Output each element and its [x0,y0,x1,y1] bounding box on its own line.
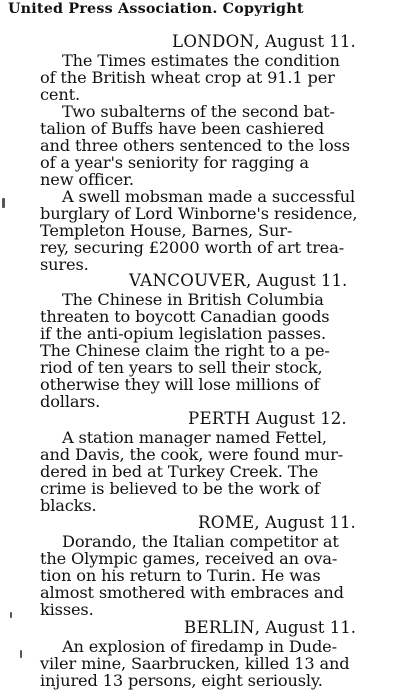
dateline-perth: PERTH August 12. [188,409,347,428]
scan-speck [10,612,12,618]
masthead-line [8,0,398,18]
article-line: dered in bed at Turkey Creek. The [40,462,319,481]
scan-speck [20,650,22,658]
article-line: An explosion of firedamp in Dude- [62,637,337,656]
article-line: threaten to boycott Canadian goods [40,307,330,326]
article-line: sures. [40,255,89,274]
article-line: viler mine, Saarbrucken, killed 13 and [40,654,350,673]
article-line: The Chinese claim the right to a pe- [40,341,330,360]
dateline-vancouver: VANCOUVER, August 11. [129,271,348,290]
dateline-rome: ROME, August 11. [198,513,356,532]
article-line: talion of Buffs have been cashiered [40,119,325,138]
article-line: crime is believed to be the work of [40,479,320,498]
article-line: tion on his return to Turin. He was [40,566,321,585]
article-line: Two subalterns of the second bat- [62,102,335,121]
article-line: burglary of Lord Winborne's residence, [40,204,358,223]
article-line: new officer. [40,170,134,189]
article-line: riod of ten years to sell their stock, [40,358,323,377]
dateline-berlin: BERLIN, August 11. [184,618,357,637]
article-line: blacks. [40,496,97,515]
dateline-london: LONDON, August 11. [172,32,356,51]
article-line: kisses. [40,600,94,619]
article-line: The Chinese in British Columbia [62,290,324,309]
article-line: The Times estimates the condition [62,51,340,70]
article-line: dollars. [40,392,101,411]
article-line: and Davis, the cook, were found mur- [40,445,344,464]
article-line: Dorando, the Italian competitor at [62,532,339,551]
article-line: if the anti-opium legislation passes. [40,324,326,343]
article-line: almost smothered with embraces and [40,583,344,602]
article-line: A station manager named Fettel, [62,428,327,447]
scan-speck [2,198,5,208]
article-line: A swell mobsman made a successful [62,187,356,206]
article-line: of the British wheat crop at 91.1 per [40,68,335,87]
article-line: injured 13 persons, eight seriously. [40,671,323,690]
article-line: the Olympic games, received an ova- [40,549,338,568]
article-line: rey, securing £2000 worth of art trea- [40,238,345,257]
article-line: Templeton House, Barnes, Sur- [40,221,293,240]
article-line: otherwise they will lose millions of [40,375,320,394]
masthead-text: United Press Association. Copyright [8,1,304,17]
article-line: cent. [40,85,80,104]
article-line: and three others sentenced to the loss [40,136,350,155]
article-line: of a year's seniority for ragging a [40,153,309,172]
